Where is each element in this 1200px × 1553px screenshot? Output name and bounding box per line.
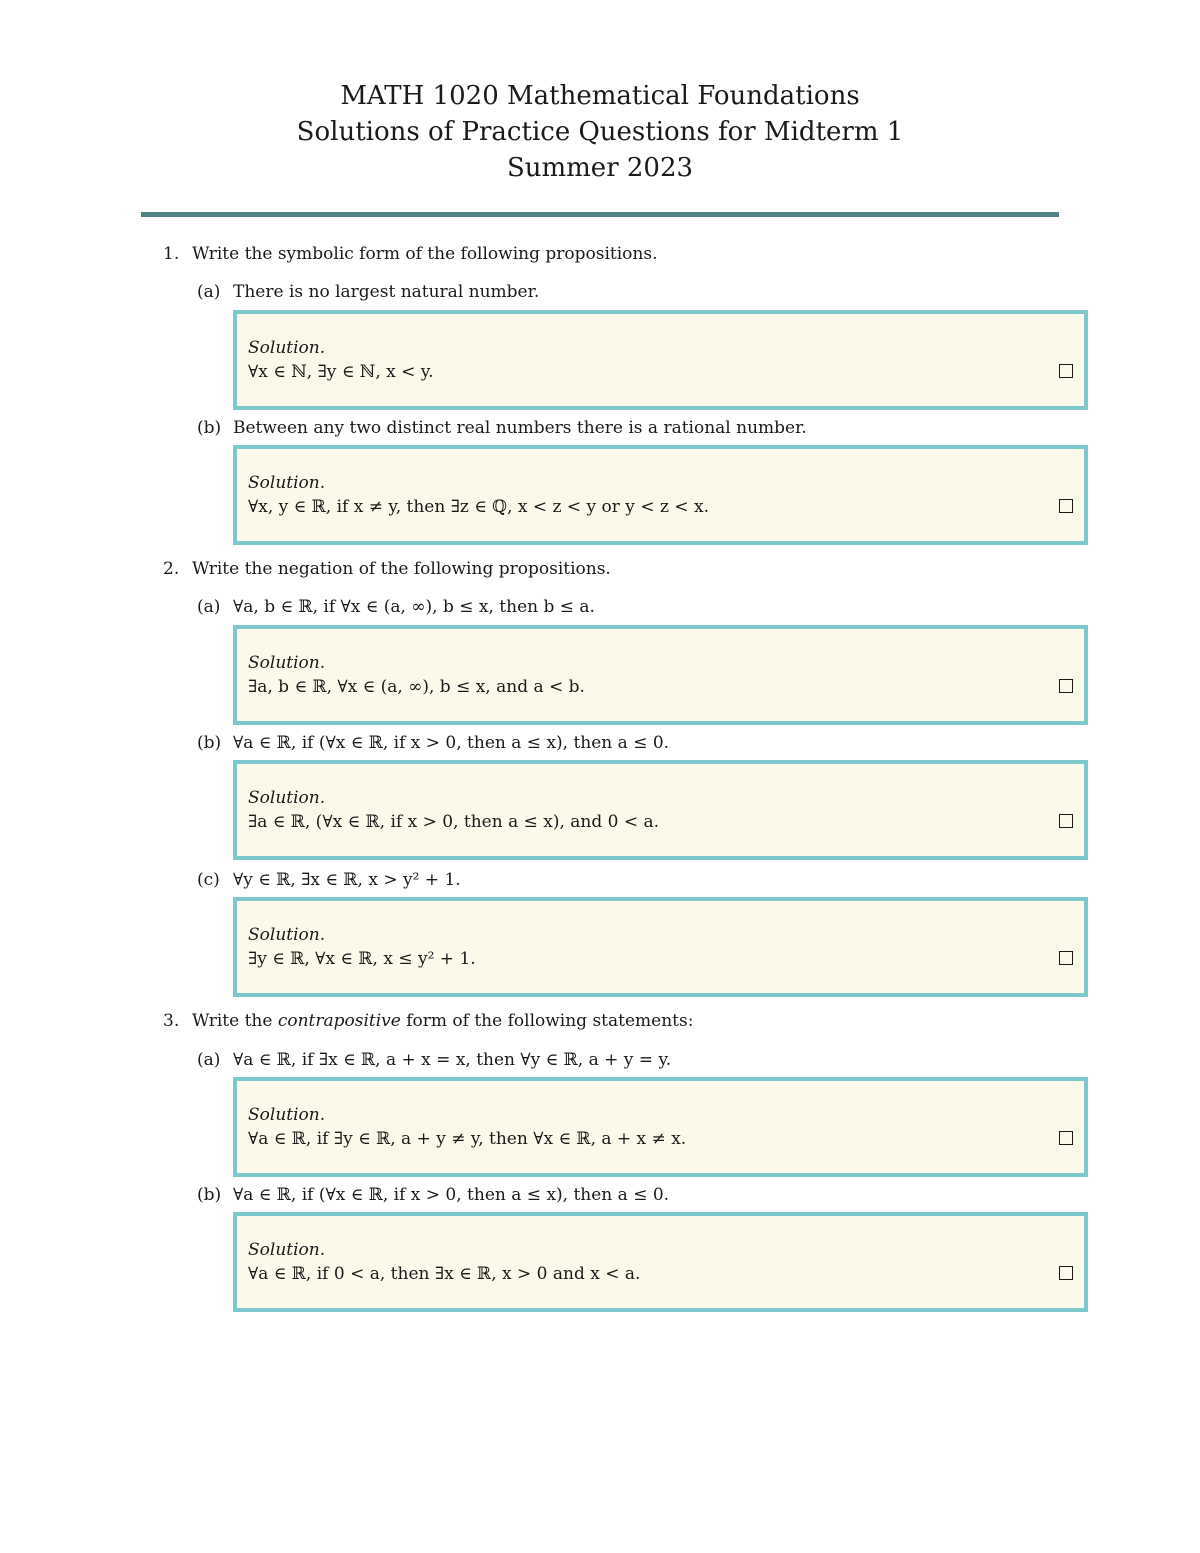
solution-text: ∀a ∈ ℝ, if 0 < a, then ∃x ∈ ℝ, x > 0 and x < a. bbox=[248, 1264, 641, 1284]
solution-label: Solution. bbox=[248, 1240, 326, 1260]
solution-text: ∀a ∈ ℝ, if ∃y ∈ ℝ, a + y ≠ y, then ∀x ∈ ℝ, a + x ≠ x. bbox=[248, 1129, 687, 1149]
qed-square-icon bbox=[1059, 679, 1073, 693]
solution-label: Solution. bbox=[248, 925, 326, 945]
solution-box bbox=[233, 310, 1088, 410]
solution-text: ∃a ∈ ℝ, (∀x ∈ ℝ, if x > 0, then a ≤ x), and 0 < a. bbox=[248, 812, 660, 832]
part-label: (b) bbox=[197, 1185, 222, 1205]
part-label: (a) bbox=[197, 282, 221, 302]
qed-square-icon bbox=[1059, 1266, 1073, 1280]
qed-square-icon bbox=[1059, 1131, 1073, 1145]
solution-text: ∀x ∈ ℕ, ∃y ∈ ℕ, x < y. bbox=[248, 362, 434, 382]
part-text: Between any two distinct real numbers there is a rational number. bbox=[233, 418, 807, 438]
question-number: 1. bbox=[163, 244, 180, 264]
solution-box bbox=[233, 1212, 1088, 1312]
solution-text: ∃a, b ∈ ℝ, ∀x ∈ (a, ∞), b ≤ x, and a < b. bbox=[248, 677, 585, 697]
question-prompt: Write the contrapositive form of the following statements: bbox=[192, 1011, 694, 1031]
solution-label: Solution. bbox=[248, 338, 326, 358]
part-label: (a) bbox=[197, 597, 221, 617]
course-title: MATH 1020 Mathematical Foundations bbox=[340, 81, 860, 111]
part-text: ∀a ∈ ℝ, if ∃x ∈ ℝ, a + x = x, then ∀y ∈ ℝ, a + y = y. bbox=[233, 1050, 672, 1070]
solution-box bbox=[233, 897, 1088, 997]
document-header bbox=[0, 78, 1200, 186]
document-title: Solutions of Practice Questions for Midterm 1 bbox=[296, 117, 904, 147]
qed-square-icon bbox=[1059, 499, 1073, 513]
solution-text: ∀x, y ∈ ℝ, if x ≠ y, then ∃z ∈ ℚ, x < z < y or y < z < x. bbox=[248, 497, 709, 517]
solution-box bbox=[233, 760, 1088, 860]
header-divider bbox=[141, 212, 1059, 217]
qed-square-icon bbox=[1059, 814, 1073, 828]
part-text: ∀a, b ∈ ℝ, if ∀x ∈ (a, ∞), b ≤ x, then b ≤ a. bbox=[233, 597, 595, 617]
solution-box bbox=[233, 625, 1088, 725]
question-prompt: Write the negation of the following propositions. bbox=[192, 559, 611, 579]
qed-square-icon bbox=[1059, 951, 1073, 965]
qed-square-icon bbox=[1059, 364, 1073, 378]
part-text: ∀a ∈ ℝ, if (∀x ∈ ℝ, if x > 0, then a ≤ x), then a ≤ 0. bbox=[233, 1185, 670, 1205]
solution-box bbox=[233, 1077, 1088, 1177]
part-label: (a) bbox=[197, 1050, 221, 1070]
part-label: (c) bbox=[197, 870, 220, 890]
solution-label: Solution. bbox=[248, 653, 326, 673]
solution-label: Solution. bbox=[248, 473, 326, 493]
question-number: 2. bbox=[163, 559, 180, 579]
part-text: ∀a ∈ ℝ, if (∀x ∈ ℝ, if x > 0, then a ≤ x), then a ≤ 0. bbox=[233, 733, 670, 753]
part-text: ∀y ∈ ℝ, ∃x ∈ ℝ, x > y² + 1. bbox=[233, 870, 461, 890]
solution-label: Solution. bbox=[248, 1105, 326, 1125]
term-label: Summer 2023 bbox=[506, 153, 694, 183]
solution-box bbox=[233, 445, 1088, 545]
solution-text: ∃y ∈ ℝ, ∀x ∈ ℝ, x ≤ y² + 1. bbox=[248, 949, 476, 969]
part-label: (b) bbox=[197, 733, 222, 753]
question-number: 3. bbox=[163, 1011, 180, 1031]
question-prompt: Write the symbolic form of the following propositions. bbox=[192, 244, 658, 264]
part-text: There is no largest natural number. bbox=[233, 282, 540, 302]
solution-label: Solution. bbox=[248, 788, 326, 808]
part-label: (b) bbox=[197, 418, 222, 438]
